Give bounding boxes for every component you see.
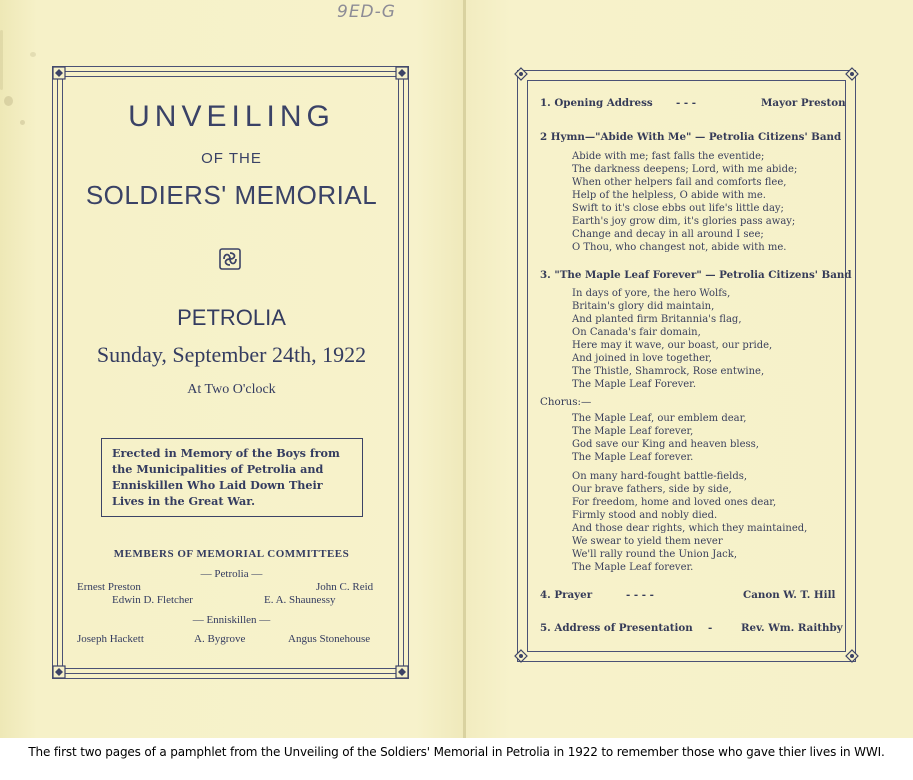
lyric-line: O Thou, who changest not, abide with me. [572, 242, 787, 253]
lyric-line: Here may it wave, our boast, our pride, [572, 340, 773, 351]
paper-stain [30, 52, 36, 57]
lyric-line: The Maple Leaf forever, [572, 426, 694, 437]
enniskillen-heading: — Enniskillen — [192, 614, 271, 626]
pencil-note: 9ED-G [337, 2, 396, 22]
maple-leaf-verse-1 [572, 287, 772, 391]
cover-title-unveiling: UNVEILING [128, 100, 335, 133]
lyric-line: The Maple Leaf forever. [572, 562, 694, 573]
corner-ornament-icon [395, 66, 409, 80]
image-caption: The first two pages of a pamphlet from the Unveiling of the Soldiers' Memorial in Petrolia in 1922 to remember those who gave thier lives in WWI. [0, 738, 913, 780]
lyric-line: And planted firm Britannia's flag, [572, 314, 742, 325]
program-item-speaker: Rev. Wm. Raithby [741, 622, 843, 634]
lyric-line: On many hard-fought battle-fields, [572, 471, 748, 482]
program-item-1: 1. Opening Address [540, 97, 653, 109]
lyric-line: Firmly stood and nobly died. [572, 510, 718, 521]
corner-ornament-icon [845, 67, 859, 81]
corner-ornament-icon [395, 665, 409, 679]
committee-member: Edwin D. Fletcher [112, 594, 193, 606]
committee-member: Joseph Hackett [77, 633, 144, 645]
lyric-line: When other helpers fail and comforts flee, [572, 177, 787, 188]
lyric-line: In days of yore, the hero Wolfs, [572, 288, 731, 299]
lyric-line: On Canada's fair domain, [572, 327, 701, 338]
program-item-speaker: Mayor Preston [761, 97, 846, 109]
lyric-line: Swift to it's close ebbs out life's little day; [572, 203, 784, 214]
cover-time: At Two O'clock [187, 382, 276, 397]
corner-ornament-icon [52, 66, 66, 80]
chorus-label: Chorus:— [540, 396, 592, 408]
memorial-dedication-box [101, 438, 363, 517]
committee-member: John C. Reid [316, 581, 374, 593]
lyric-line: The Thistle, Shamrock, Rose entwine, [572, 366, 765, 377]
lyric-line: The Maple Leaf, our emblem dear, [572, 413, 747, 424]
program-item-5: 5. Address of Presentation [540, 622, 693, 634]
lyric-line: We'll rally round the Union Jack, [572, 549, 738, 560]
corner-ornament-icon [514, 649, 528, 663]
program-item-3: 3. "The Maple Leaf Forever" — Petrolia Citizens' Band [540, 269, 852, 281]
corner-ornament-icon [52, 665, 66, 679]
celtic-knot-icon [219, 248, 241, 270]
paper-stain [0, 30, 3, 90]
maple-leaf-verse-2 [572, 470, 807, 574]
petrolia-heading: — Petrolia — [200, 568, 263, 580]
maple-leaf-chorus [572, 412, 759, 464]
cover-place: PETROLIA [177, 305, 286, 330]
lyric-line: Earth's joy grow dim, it's glories pass away; [572, 216, 796, 227]
lyric-line: Abide with me; fast falls the eventide; [572, 151, 765, 162]
committee-member: Angus Stonehouse [288, 633, 371, 645]
lyric-line: We swear to yield them never [572, 536, 723, 547]
committee-member: E. A. Shaunessy [264, 594, 336, 606]
lyric-line: Change and decay in all around I see; [572, 229, 764, 240]
corner-ornament-icon [845, 649, 859, 663]
cover-date: Sunday, September 24th, 1922 [96, 342, 367, 367]
lyric-line: The Maple Leaf forever. [572, 452, 694, 463]
hymn-lyrics [572, 150, 797, 254]
committees-heading: MEMBERS OF MEMORIAL COMMITTEES [113, 548, 350, 560]
program-item-4: 4. Prayer [540, 589, 593, 601]
lyric-line: The darkness deepens; Lord, with me abide; [572, 164, 798, 175]
program-item-2: 2 Hymn—"Abide With Me" — Petrolia Citizens' Band [540, 131, 842, 143]
lyric-line: And those dear rights, which they maintained, [572, 523, 808, 534]
lyric-line: Britain's glory did maintain, [572, 301, 715, 312]
corner-ornament-icon [514, 67, 528, 81]
lyric-line: Our brave fathers, side by side, [572, 484, 732, 495]
lyric-line: Help of the helpless, O abide with me. [572, 190, 766, 201]
committee-member: Ernest Preston [77, 581, 141, 593]
cover-title-of-the: OF THE [201, 150, 262, 167]
lyric-line: For freedom, home and loved ones dear, [572, 497, 777, 508]
program-item-dashes: - - - [676, 97, 696, 109]
program-item-speaker: Canon W. T. Hill [743, 589, 836, 601]
committee-member: A. Bygrove [194, 633, 246, 645]
memorial-dedication-text: Erected in Memory of the Boys from the Municipalities of Petrolia and Enniskillen Who Laid Down Their Lives in the Great War. [112, 446, 340, 508]
program-item-dashes: - [708, 622, 713, 634]
cover-title-memorial: SOLDIERS' MEMORIAL [85, 180, 378, 210]
program-item-dashes: - - - - [626, 589, 654, 601]
lyric-line: The Maple Leaf Forever. [572, 379, 697, 390]
lyric-line: God save our King and heaven bless, [572, 439, 759, 450]
lyric-line: And joined in love together, [572, 353, 712, 364]
